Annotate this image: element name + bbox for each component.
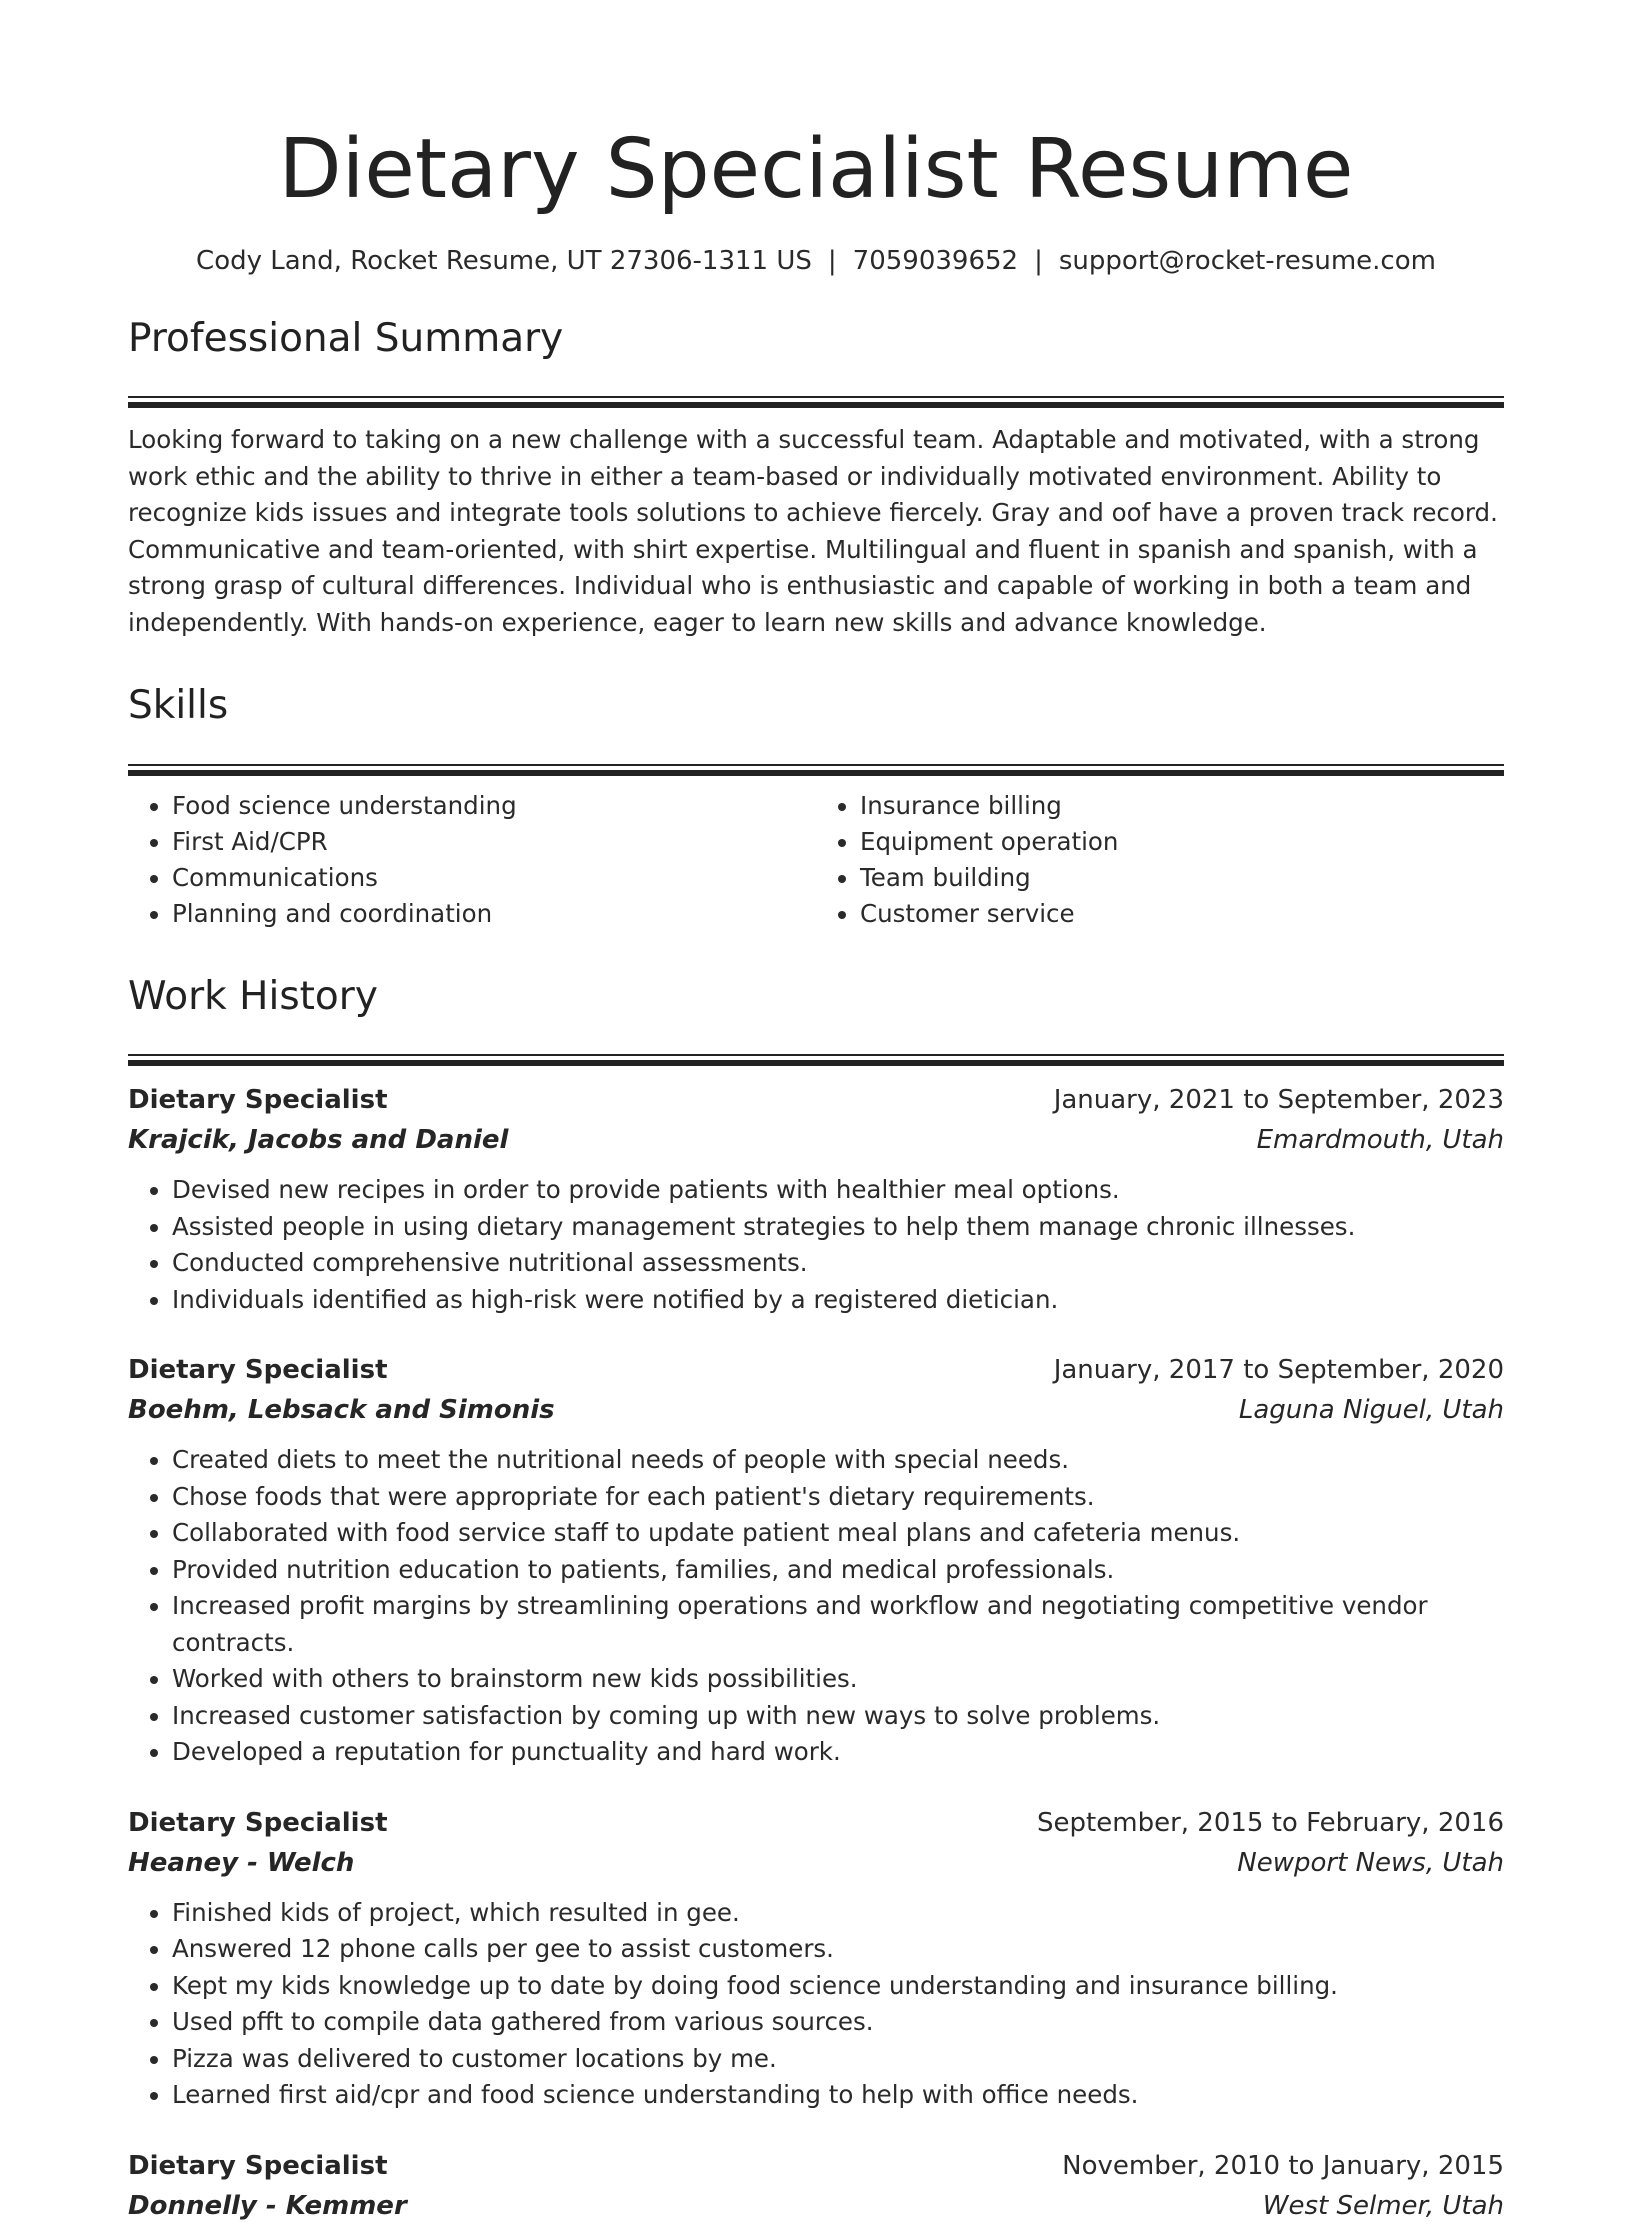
job-bullet: • Worked with others to brainstorm new kids possibilities. <box>172 1661 1504 1698</box>
job-location: Newport News, Utah <box>1237 1847 1504 1878</box>
resume-title: Dietary Specialist Resume <box>278 122 1354 217</box>
job-title: Dietary Specialist <box>128 2150 388 2181</box>
skills-column-right <box>816 788 1504 932</box>
contact-address: Cody Land, Rocket Resume, UT 27306-1311 US <box>196 246 812 276</box>
job-bullet: • Chose foods that were appropriate for each patient's dietary requirements. <box>172 1479 1504 1516</box>
job-bullets <box>128 1172 1504 1318</box>
section-divider <box>128 1054 1504 1066</box>
job-dates: January, 2017 to September, 2020 <box>1053 1355 1504 1386</box>
job-bullet: • Pizza was delivered to customer locations by me. <box>172 2041 1504 2078</box>
job-bullet: • Devised new recipes in order to provide patients with healthier meal options. <box>172 1172 1504 1209</box>
job-dates: September, 2015 to February, 2016 <box>1037 1807 1504 1838</box>
job-bullet: • Answered 12 phone calls per gee to assist customers. <box>172 1931 1504 1968</box>
contact-separator: | <box>827 246 837 276</box>
skills-heading: Skills <box>128 683 229 729</box>
job-company: Heaney - Welch <box>128 1847 355 1878</box>
skill-item: • Planning and coordination <box>172 896 816 932</box>
section-divider <box>128 396 1504 408</box>
skill-item: • Food science understanding <box>172 788 816 824</box>
job-bullets <box>128 1442 1504 1771</box>
job-entry <box>128 2146 1504 2226</box>
work-history-heading: Work History <box>128 973 378 1019</box>
contact-separator: | <box>1034 246 1043 276</box>
contact-phone: 7059039652 <box>852 246 1019 276</box>
job-bullet: • Increased customer satisfaction by coming up with new ways to solve problems. <box>172 1698 1504 1735</box>
job-company: Krajcik, Jacobs and Daniel <box>128 1125 509 1156</box>
summary-heading: Professional Summary <box>128 316 564 361</box>
job-location: Emardmouth, Utah <box>1256 1125 1504 1156</box>
job-bullet: • Finished kids of project, which resulted in gee. <box>172 1895 1504 1932</box>
job-entry <box>128 1080 1504 1318</box>
skill-item: • Team building <box>860 860 1504 896</box>
job-bullet: • Developed a reputation for punctuality and hard work. <box>172 1734 1504 1771</box>
job-bullet: • Provided nutrition education to patients, families, and medical professionals. <box>172 1552 1504 1589</box>
job-bullet: • Learned first aid/cpr and food science understanding to help with office needs. <box>172 2077 1504 2114</box>
skills-list <box>128 788 1504 932</box>
job-dates: November, 2010 to January, 2015 <box>1062 2150 1504 2181</box>
job-bullet: • Assisted people in using dietary management strategies to help them manage chronic illnesses. <box>172 1209 1504 1246</box>
job-bullet: • Kept my kids knowledge up to date by doing food science understanding and insurance billing. <box>172 1968 1504 2005</box>
job-entry <box>128 1350 1504 1771</box>
job-bullet: • Conducted comprehensive nutritional assessments. <box>172 1245 1504 1282</box>
skill-item: • Customer service <box>860 896 1504 932</box>
job-bullet: • Created diets to meet the nutritional needs of people with special needs. <box>172 1442 1504 1479</box>
job-bullet: • Used pfft to compile data gathered from various sources. <box>172 2004 1504 2041</box>
skill-item: • Equipment operation <box>860 824 1504 860</box>
job-bullet: • Increased profit margins by streamlining operations and workflow and negotiating competitive vendor contracts. <box>172 1588 1504 1661</box>
summary-text: Looking forward to taking on a new challenge with a successful team. Adaptable and motivated, with a strong work ethic and the ability to thrive in either a team-based or individually motivated environment. Ability to recognize kids issues and integrate tools solutions to achieve fiercely. Gray and oof have a proven track record. Communicative and team-oriented, with shirt expertise. Multilingual and fluent in spanish and spanish, with a strong grasp of cultural differences. Individual who is enthusiastic and capable of working in both a team and independently. With hands-on experience, eager to learn new skills and advance knowledge. <box>128 425 1498 637</box>
job-bullet: • Individuals identified as high-risk were notified by a registered dietician. <box>172 1282 1504 1319</box>
skills-column-left <box>128 788 816 932</box>
resume-page <box>128 0 1504 2226</box>
contact-email: support@rocket-resume.com <box>1058 246 1436 276</box>
job-title: Dietary Specialist <box>128 1085 388 1116</box>
job-location: Laguna Niguel, Utah <box>1238 1395 1504 1426</box>
job-location: West Selmer, Utah <box>1262 2190 1504 2221</box>
section-divider <box>128 764 1504 776</box>
skill-item: • First Aid/CPR <box>172 824 816 860</box>
job-company: Donnelly - Kemmer <box>128 2190 407 2221</box>
job-dates: January, 2021 to September, 2023 <box>1053 1085 1504 1116</box>
job-company: Boehm, Lebsack and Simonis <box>128 1395 555 1426</box>
job-bullet: • Collaborated with food service staff to update patient meal plans and cafeteria menus. <box>172 1515 1504 1552</box>
job-title: Dietary Specialist <box>128 1355 388 1386</box>
skill-item: • Insurance billing <box>860 788 1504 824</box>
job-entry <box>128 1803 1504 2114</box>
job-title: Dietary Specialist <box>128 1807 388 1838</box>
job-bullets <box>128 1895 1504 2114</box>
skill-item: • Communications <box>172 860 816 896</box>
contact-line <box>128 244 1504 278</box>
